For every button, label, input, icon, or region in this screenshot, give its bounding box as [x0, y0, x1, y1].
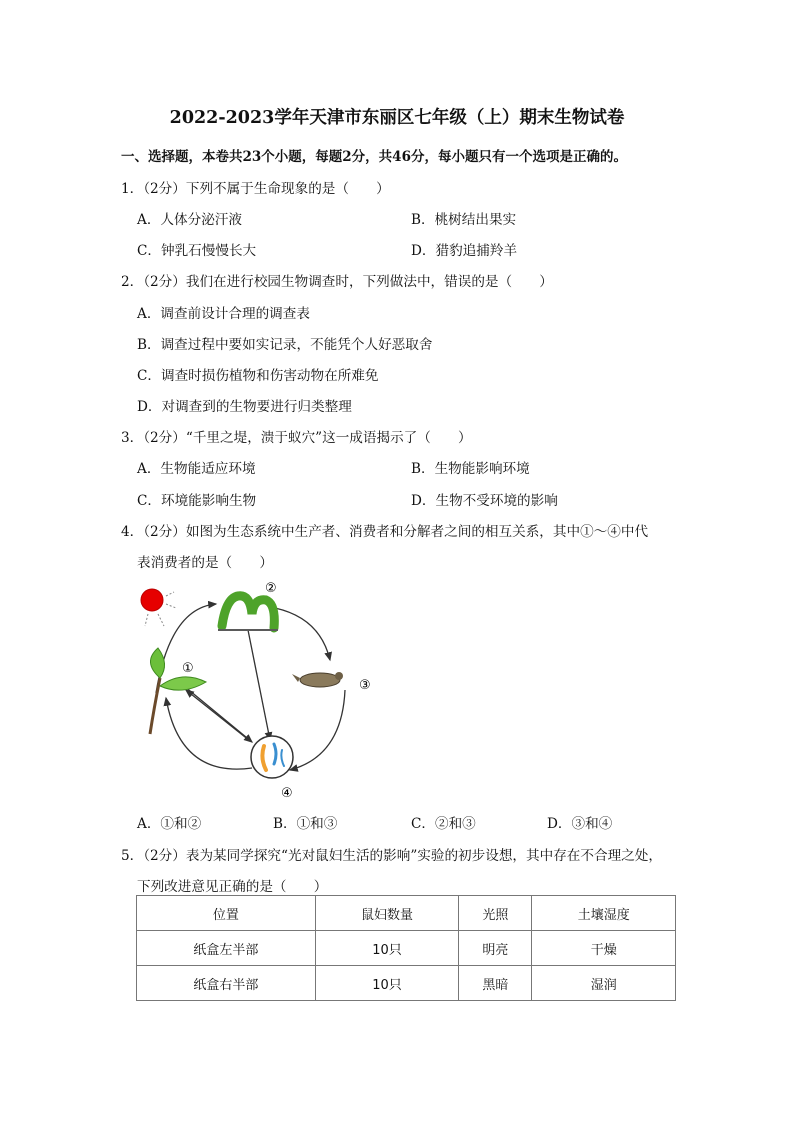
table-cell: 纸盒左半部: [137, 931, 316, 966]
table-cell: 10只: [315, 966, 459, 1001]
caterpillar-icon: [218, 596, 278, 630]
table-cell: 明亮: [459, 931, 532, 966]
q3-option-c: C．环境能影响生物: [137, 493, 257, 509]
question-4-stem-cont: 表消费者的是（ ）: [137, 555, 273, 571]
sun-icon: [141, 589, 176, 626]
question-5-stem: 5．（2分）表为某同学探究“光对鼠妇生活的影响”实验的初步设想，其中存在不合理之处，: [121, 848, 662, 864]
diagram-label-1: ①: [182, 661, 194, 676]
table-row: [137, 966, 676, 1001]
question-5-stem-cont: 下列改进意见正确的是（ ）: [137, 879, 328, 895]
q4-option-a: A．①和②: [137, 816, 202, 832]
q4-option-c: C．②和③: [411, 816, 476, 832]
table-row: [137, 931, 676, 966]
diagram-label-4: ④: [281, 786, 293, 801]
q2-option-c: C．调查时损伤植物和伤害动物在所难免: [137, 368, 379, 384]
table-header-cell: 土壤湿度: [532, 896, 676, 931]
ecosystem-diagram: [130, 578, 380, 808]
q3-option-d: D．生物不受环境的影响: [411, 493, 558, 509]
q2-option-a: A．调查前设计合理的调查表: [137, 306, 310, 322]
table-cell: 黑暗: [459, 966, 532, 1001]
question-1-stem: 1．（2分）下列不属于生命现象的是（ ）: [121, 181, 390, 197]
page-title: 2022-2023学年天津市东丽区七年级（上）期末生物试卷: [169, 108, 625, 128]
table-cell: 干燥: [532, 931, 676, 966]
plant-icon: [150, 648, 206, 734]
diagram-label-3: ③: [359, 678, 371, 693]
table-header-cell: 位置: [137, 896, 316, 931]
q1-option-a: A．人体分泌汗液: [137, 212, 242, 228]
bird-icon: [292, 672, 343, 687]
table-header-cell: 鼠妇数量: [315, 896, 459, 931]
table-cell: 10只: [315, 931, 459, 966]
table-cell: 湿润: [532, 966, 676, 1001]
question-4-stem: 4．（2分）如图为生态系统中生产者、消费者和分解者之间的相互关系，其中①～④中代: [121, 524, 649, 540]
q3-option-b: B．生物能影响环境: [411, 461, 530, 477]
q1-option-d: D．猎豹追捕羚羊: [411, 243, 518, 259]
q1-option-b: B．桃树结出果实: [411, 212, 517, 228]
q4-option-d: D．③和④: [547, 816, 613, 832]
table-header-row: [137, 896, 676, 931]
table-cell: 纸盒右半部: [137, 966, 316, 1001]
q4-option-b: B．①和③: [273, 816, 338, 832]
question-3-stem: 3．（2分）“千里之堤，溃于蚁穴”这一成语揭示了（ ）: [121, 430, 472, 446]
experiment-table: [136, 895, 676, 1001]
diagram-label-2: ②: [265, 581, 277, 596]
q2-option-d: D．对调查到的生物要进行归类整理: [137, 399, 352, 415]
decomposer-icon: [251, 736, 293, 778]
q1-option-c: C．钟乳石慢慢长大: [137, 243, 257, 259]
table-header-cell: 光照: [459, 896, 532, 931]
section-heading: 一、选择题，本卷共23个小题，每题2分，共46分，每小题只有一个选项是正确的。: [121, 149, 627, 165]
q3-option-a: A．生物能适应环境: [137, 461, 256, 477]
question-2-stem: 2．（2分）我们在进行校园生物调查时，下列做法中，错误的是（ ）: [121, 274, 553, 290]
q2-option-b: B．调查过程中要如实记录，不能凭个人好恶取舍: [137, 337, 433, 353]
